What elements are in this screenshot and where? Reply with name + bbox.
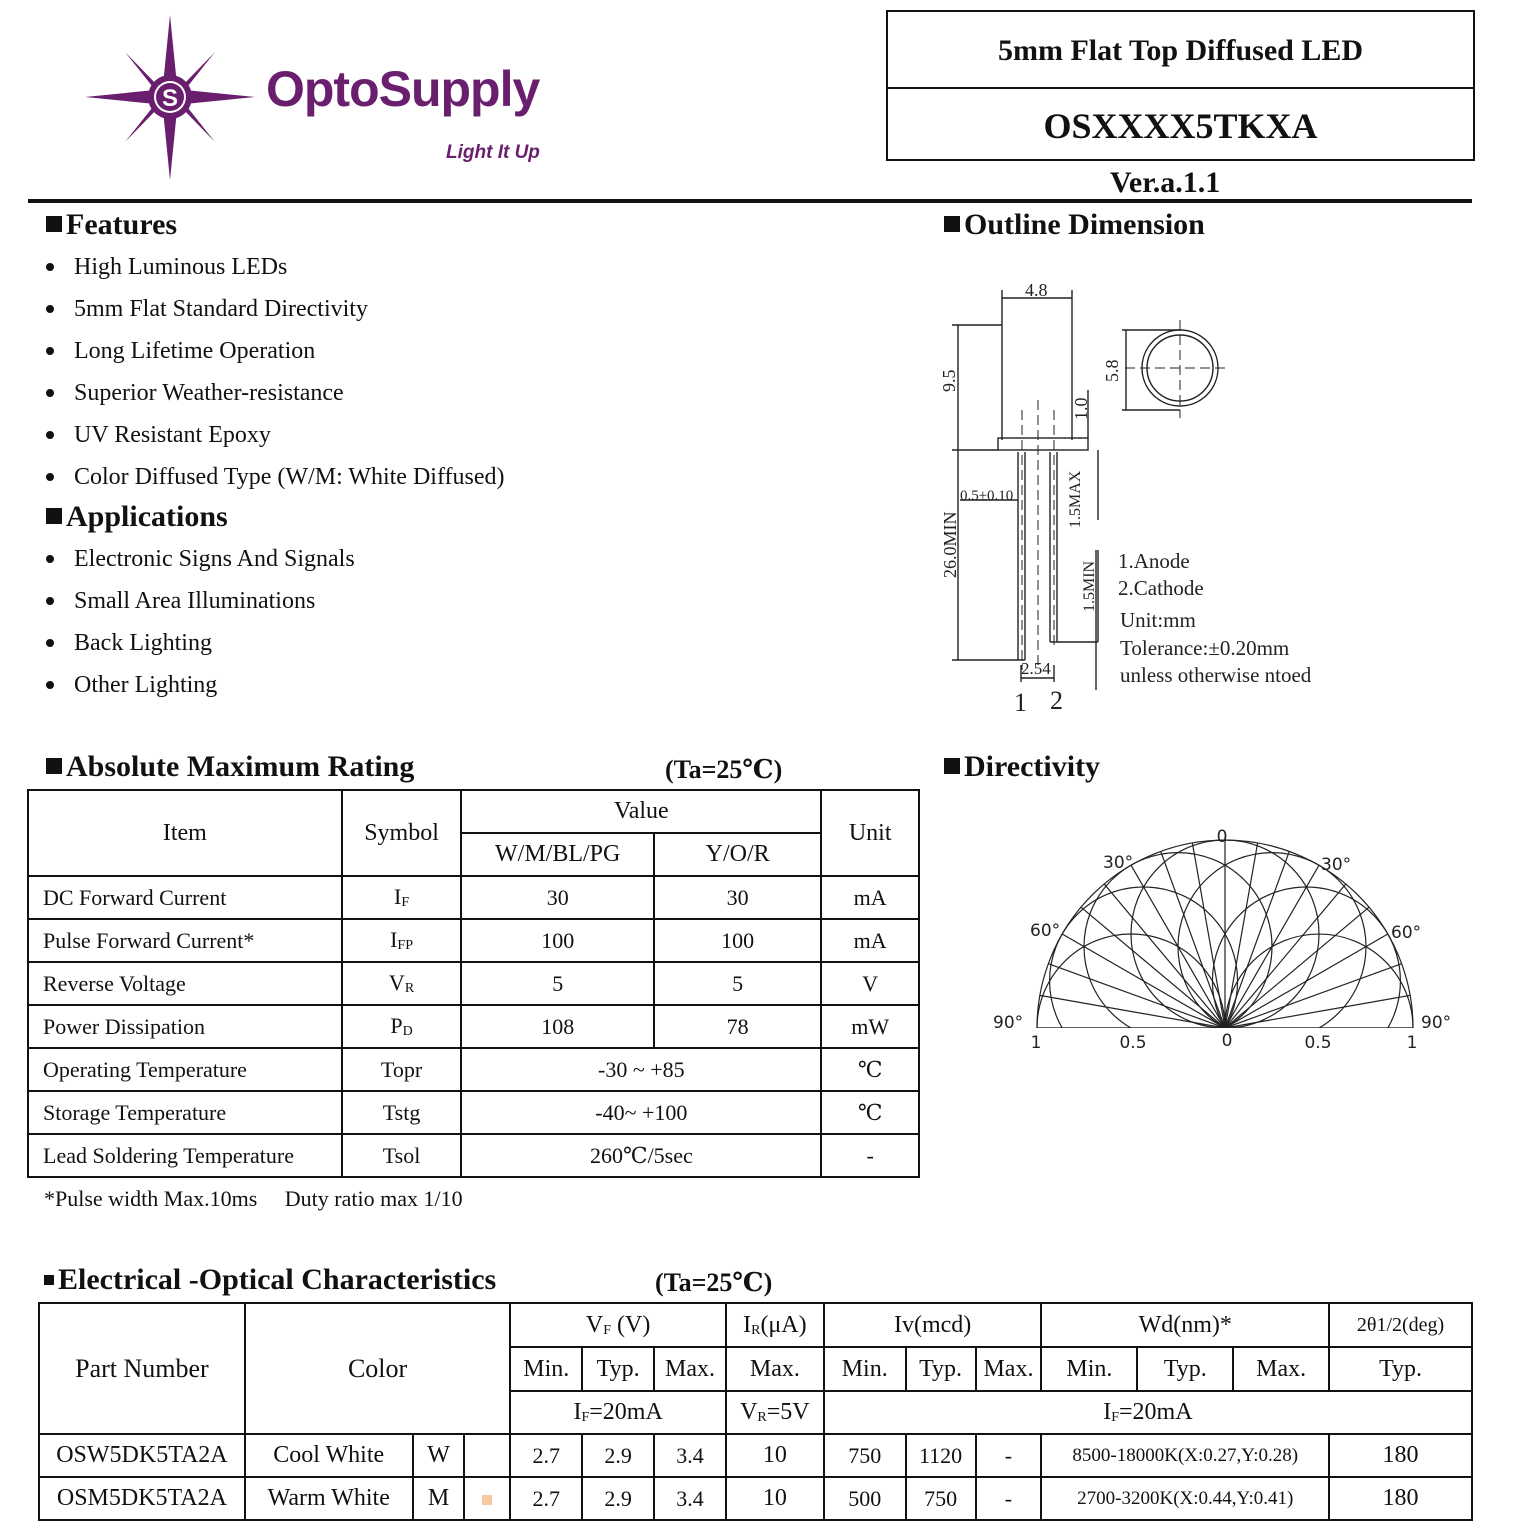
applications-list — [46, 538, 355, 706]
outline-title: Outline Dimension — [944, 208, 1205, 242]
table-row: Lead Soldering Temperature Tsol 260℃/5sec - — [28, 1134, 919, 1177]
dim-lead: 0.5±0.10 — [960, 488, 1014, 504]
list-item: Small Area Illuminations — [46, 580, 355, 622]
abs-max-table — [27, 789, 920, 1178]
polar-inner-arc — [1037, 934, 1225, 1028]
axis-label-0: 0 — [1221, 1031, 1233, 1051]
svg-text:S: S — [161, 85, 179, 112]
bullet-icon — [46, 431, 54, 439]
bullet-icon — [46, 555, 54, 563]
brand-name: OptoSupply — [266, 61, 540, 117]
bullet-icon — [46, 639, 54, 647]
square-bullet-icon — [46, 508, 62, 524]
eo-table: Part Number Color $V_F$ (V) $I_R(\mu A)$ Iv(mcd) Wd(nm)* 2θ1/2(deg) Min. Typ. Max. Max. Min. Typ. Max. Min. Typ. Max. Typ. $I_F=20mA$ $V_R=5V$ $I_F=20mA$ OSW5DK5TA2A Cool White W 2.7 2.9 3.4 10 750 1120 - 8500-18000K(X:0.27,Y:0.28) 180 OSM5DK5TA2A Warm White M 2.7 2.9 3.4 10 500 750 - 2700-3200K(X:0.44,Y:0.41) 180 — [38, 1302, 1473, 1521]
table-row: Operating Temperature Topr -30 ~ +85 ℃ — [28, 1048, 919, 1091]
list-item: Color Diffused Type (W/M: White Diffused) — [46, 456, 504, 498]
axis-label-05-right: 0.5 — [1304, 1033, 1332, 1053]
table-row: OSM5DK5TA2A Warm White M 2.7 2.9 3.4 10 500 750 - 2700-3200K(X:0.44,Y:0.41) 180 — [39, 1477, 1472, 1520]
dim-pitch: 2.54 — [1021, 659, 1051, 678]
dim-diameter: 5.8 — [1102, 359, 1122, 382]
table-row: Pulse Forward Current* $I_{FP}$ 100 100 mA — [28, 919, 919, 962]
square-bullet-icon — [46, 758, 62, 774]
header-group2: Y/O/R — [654, 833, 821, 876]
header-vf: $V_F$ (V) — [510, 1303, 726, 1347]
header-ir: $I_R(\mu A)$ — [726, 1303, 824, 1347]
angle-label-30-left: 30° — [1103, 853, 1134, 873]
table-row: OSW5DK5TA2A Cool White W 2.7 2.9 3.4 10 750 1120 - 8500-18000K(X:0.27,Y:0.28) 180 — [39, 1434, 1472, 1477]
dim-flange: 1.0 — [1071, 397, 1091, 420]
dim-height: 9.5 — [939, 369, 959, 392]
table-row: DC Forward Current $I_F$ 30 30 mA — [28, 876, 919, 919]
header-wd: Wd(nm)* — [1041, 1303, 1329, 1347]
note-tolerance: Tolerance:±0.20mm — [1120, 636, 1290, 660]
part-code: OSXXXX5TKXA — [1043, 106, 1318, 146]
dim-max: 1.5MAX — [1067, 470, 1084, 528]
list-item: Long Lifetime Operation — [46, 330, 504, 372]
header-group1: W/M/BL/PG — [461, 833, 654, 876]
square-bullet-icon — [44, 1275, 54, 1285]
bullet-icon — [46, 389, 54, 397]
header-part: Part Number — [39, 1303, 245, 1434]
axis-label-1-right: 1 — [1406, 1033, 1418, 1053]
bullet-icon — [46, 263, 54, 271]
warm-white-swatch-icon — [482, 1495, 492, 1505]
note-cathode: 2.Cathode — [1118, 576, 1204, 600]
angle-label-60-right: 60° — [1391, 923, 1422, 943]
axis-label-05-left: 0.5 — [1119, 1033, 1147, 1053]
pin-1-label: 1 — [1014, 688, 1027, 717]
table-row: Reverse Voltage $V_R$ 5 5 V — [28, 962, 919, 1005]
list-item: 5mm Flat Standard Directivity — [46, 288, 504, 330]
square-bullet-icon — [46, 216, 62, 232]
list-item: Superior Weather-resistance — [46, 372, 504, 414]
features-list — [46, 246, 504, 498]
dim-min: 1.5MIN — [1081, 560, 1098, 612]
header-symbol: Symbol — [342, 790, 462, 876]
dim-lead-length: 26.0MIN — [940, 511, 960, 578]
square-bullet-icon — [944, 216, 960, 232]
directivity-polar-chart — [985, 820, 1465, 1060]
title-box — [886, 10, 1475, 161]
bullet-icon — [46, 347, 54, 355]
color-swatch — [464, 1434, 510, 1477]
abs-max-title: Absolute Maximum Rating — [46, 750, 414, 784]
header-unit: Unit — [821, 790, 919, 876]
bullet-icon — [46, 681, 54, 689]
list-item: High Luminous LEDs — [46, 246, 504, 288]
header-item: Item — [28, 790, 342, 876]
bullet-icon — [46, 597, 54, 605]
note-anode: 1.Anode — [1118, 549, 1190, 573]
abs-max-condition: (Ta=25℃) — [665, 755, 783, 784]
angle-label-0: 0 — [1216, 827, 1228, 847]
note-unless: unless otherwise ntoed — [1120, 663, 1312, 687]
angle-label-30-right: 30° — [1321, 855, 1352, 875]
header-angle: 2θ1/2(deg) — [1329, 1303, 1472, 1347]
bullet-icon — [46, 473, 54, 481]
square-bullet-icon — [944, 758, 960, 774]
version-label: Ver.a.1.1 — [1110, 166, 1221, 199]
list-item: UV Resistant Epoxy — [46, 414, 504, 456]
header-iv: Iv(mcd) — [824, 1303, 1042, 1347]
axis-label-1-left: 1 — [1030, 1033, 1042, 1053]
product-title: 5mm Flat Top Diffused LED — [888, 12, 1473, 89]
abs-max-footnote: *Pulse width Max.10ms Duty ratio max 1/10 — [44, 1186, 463, 1211]
cond-vr: $V_R=5V$ — [726, 1391, 824, 1434]
list-item: Other Lighting — [46, 664, 355, 706]
table-row: Power Dissipation $P_D$ 108 78 mW — [28, 1005, 919, 1048]
table-row: Storage Temperature Tstg -40~ +100 ℃ — [28, 1091, 919, 1134]
list-item: Electronic Signs And Signals — [46, 538, 355, 580]
list-item: Back Lighting — [46, 622, 355, 664]
angle-label-60-left: 60° — [1030, 921, 1061, 941]
color-swatch — [464, 1477, 510, 1520]
note-unit: Unit:mm — [1120, 608, 1196, 632]
pin-2-label: 2 — [1050, 686, 1063, 715]
eo-condition: (Ta=25℃) — [655, 1268, 773, 1297]
bullet-icon — [46, 305, 54, 313]
angle-label-90-right: 90° — [1421, 1013, 1452, 1033]
header-rule — [28, 199, 1472, 203]
angle-label-90-left: 90° — [993, 1013, 1024, 1033]
cond-if: $I_F=20mA$ — [510, 1391, 726, 1434]
cond-if-2: $I_F=20mA$ — [824, 1391, 1472, 1434]
applications-title: Applications — [46, 500, 228, 534]
features-title: Features — [46, 208, 177, 242]
brand-tagline: Light It Up — [446, 142, 540, 163]
outline-drawing — [930, 270, 1350, 720]
polar-inner-arc — [1225, 934, 1413, 1028]
eo-title: Electrical -Optical Characteristics — [44, 1263, 496, 1297]
directivity-title: Directivity — [944, 750, 1100, 784]
dim-width: 4.8 — [1025, 280, 1048, 300]
header-color: Color — [245, 1303, 510, 1434]
brand-logo — [80, 10, 560, 190]
header-value: Value — [461, 790, 821, 833]
